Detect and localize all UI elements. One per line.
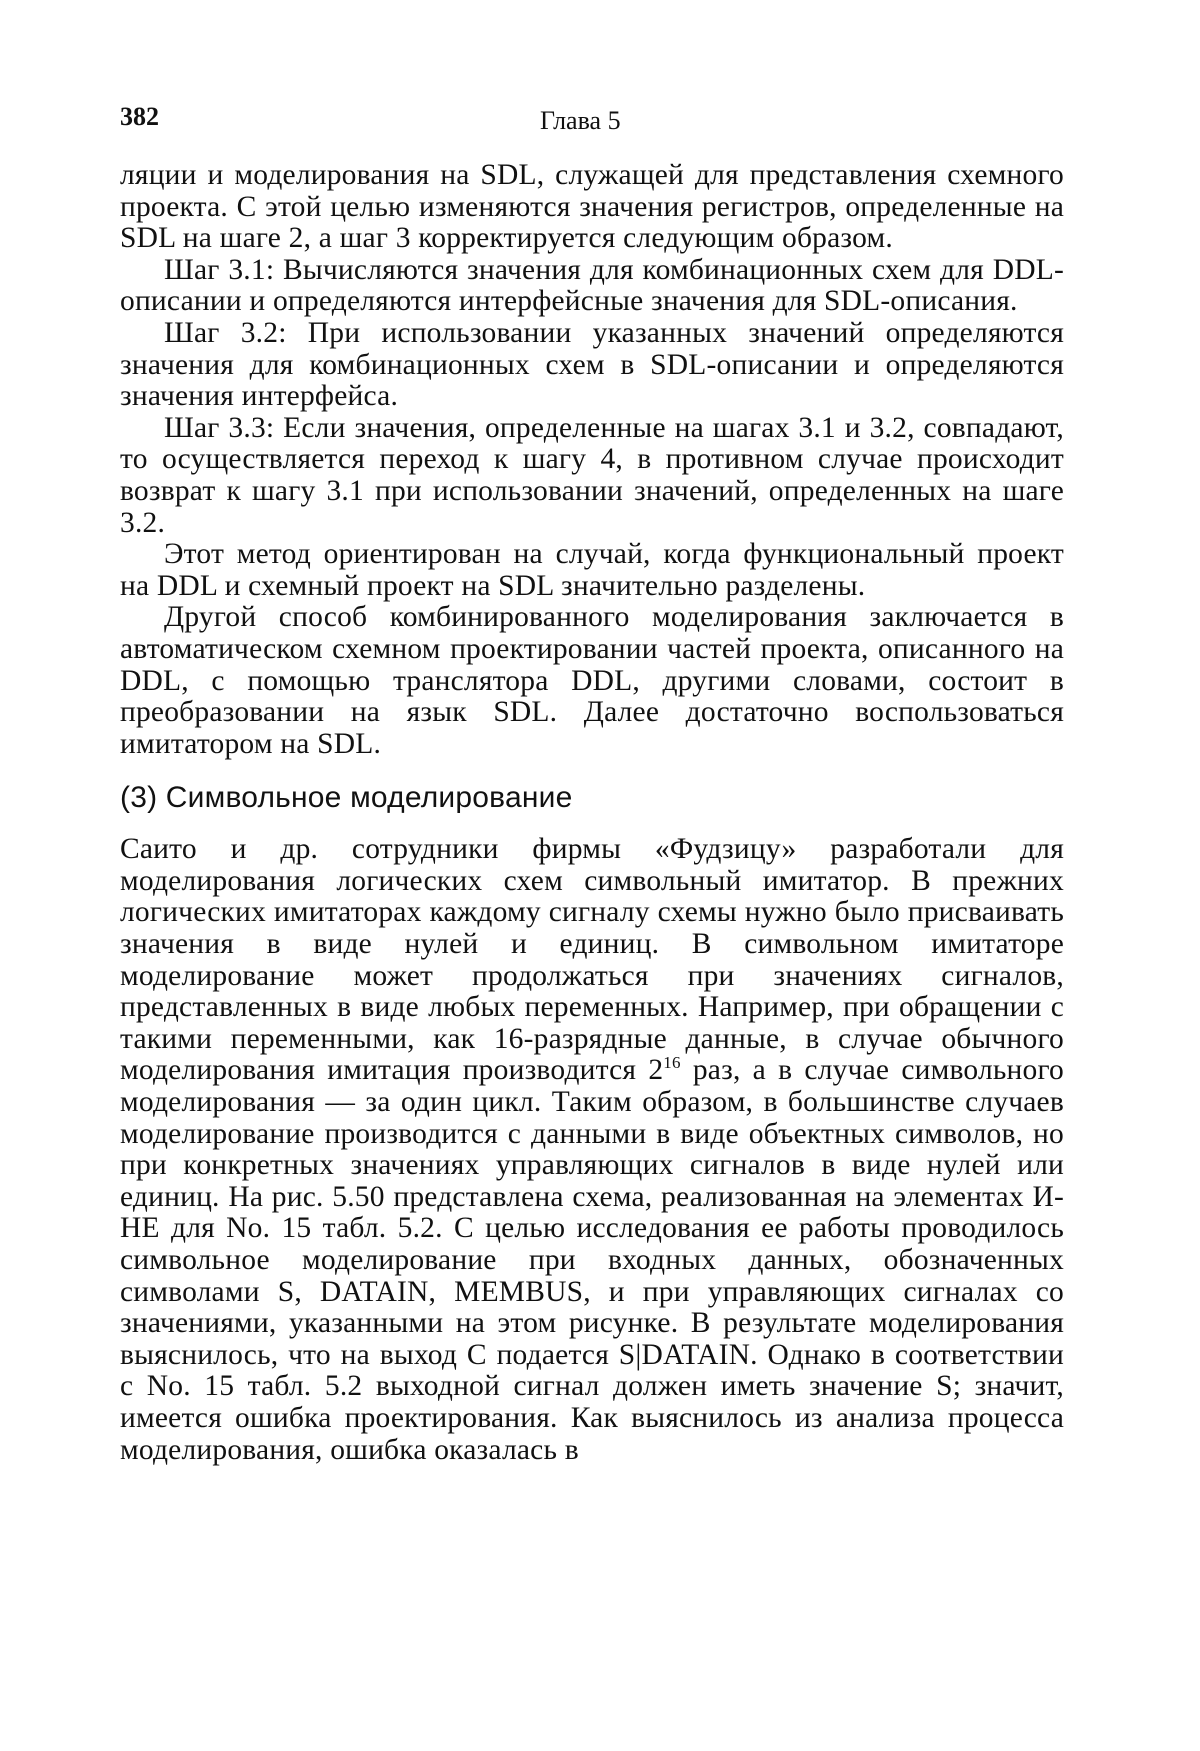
paragraph-step-3-1: Шаг 3.1: Вычисляются значения для комбинационных схем для DDL-описании и определяются интерфейсные значения для SDL-описания. — [120, 253, 1064, 318]
paragraph-step-3-2: Шаг 3.2: При использовании указанных значений определяются значения для комбинационных схем в SDL-описании и определяются значения интерфейса. — [120, 316, 1064, 413]
paragraph-method-note: Этот метод ориентирован на случай, когда функциональный проект на DDL и схемный проект на SDL значительно разделены. — [120, 538, 1064, 602]
text-before-superscript: Саито и др. сотрудники фирмы «Фудзицу» разработали для моделирования логических схем символьный имитатор. В прежних логических имитаторах каждому сигналу схемы нужно было присваивать значения в виде нулей и единиц. В символьном имитаторе моделирование может продолжаться при значениях сигналов, представленных в виде любых переменных. Например, при обращении с такими переменными, как 16-разрядные данные, в случае обычного моделирования имитация производится 2 — [120, 833, 1064, 1087]
paragraph-combined-modeling: Другой способ комбинированного моделирования заключается в автоматическом схемном проектировании частей проекта, описанного на DDL, с помощью транслятора DDL, другими словами, состоит в преобразовании на язык SDL. Далее достаточно воспользоваться имитатором на SDL. — [120, 601, 1064, 760]
paragraph-continuation: ляции и моделирования на SDL, служащей для представления схемного проекта. С этой целью изменяются значения регистров, определенные на SDL на шаге 2, а шаг 3 корректируется следующим образом. — [120, 159, 1064, 255]
section-heading: (3) Символьное моделирование — [120, 781, 573, 815]
page-number: 382 — [120, 102, 159, 131]
paragraph-symbolic-modeling — [120, 834, 1064, 1466]
page-header — [120, 102, 1080, 142]
superscript-exponent: 16 — [663, 1053, 681, 1073]
text-after-superscript: раз, а в случае символьного моделирования — за один цикл. Таким образом, в большинстве случаев моделирование производится с данными в виде объектных символов, но при конкретных значениях управляющих сигналов в виде нулей или единиц. На рис. 5.50 представлена схема, реализованная на элементах И-НЕ для No. 15 табл. 5.2. С целью исследования ее работы проводилось символьное моделирование при входных данных, обозначенных символами S, DATAIN, MEMBUS, и при управляющих сигналах со значениями, указанными на этом рисунке. В результате моделирования выяснилось, что на выход С подается S|DATAIN. Однако в соответствии с No. 15 табл. 5.2 выходной сигнал должен иметь значение S; значит, имеется ошибка проектирования. Как выяснилось из анализа процесса моделирования, ошибка оказалась в — [120, 1054, 1065, 1466]
paragraph-step-3-3: Шаг 3.3: Если значения, определенные на шагах 3.1 и 3.2, совпадают, то осуществляется переход к шагу 4, в противном случае происходит возврат к шагу 3.1 при использовании значений, определенных на шаге 3.2. — [120, 411, 1064, 539]
page-body — [120, 160, 1064, 1466]
chapter-title: Глава 5 — [540, 106, 621, 135]
